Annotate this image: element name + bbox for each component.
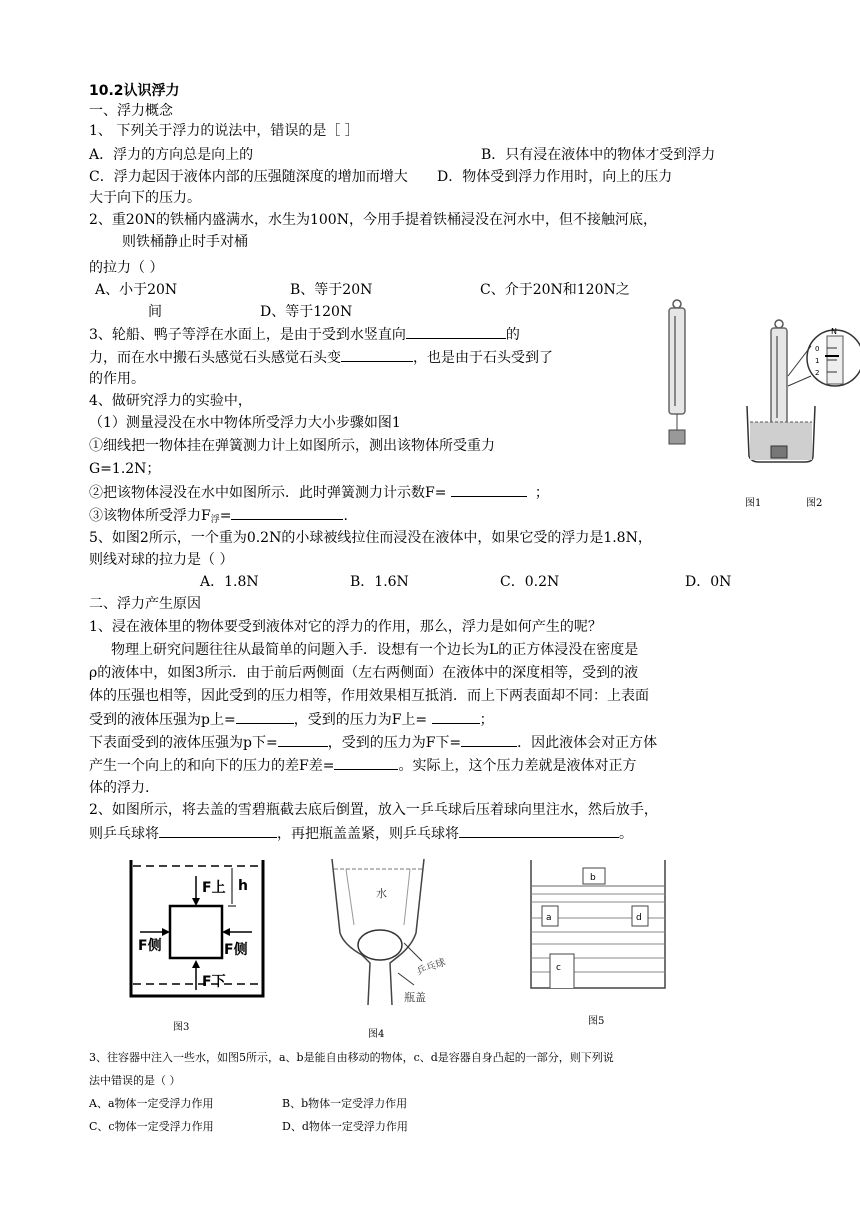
q2-option-c: C、介于20N和120N之 — [480, 282, 630, 298]
q5-option-b: B．1.6N — [350, 574, 409, 590]
fig3-fside-right-label: F侧 — [224, 942, 248, 958]
figure-5-container — [528, 858, 668, 992]
s2q2-line2: 则乒乓球将 ，再把瓶盖盖紧，则乒乓球将 。 — [89, 823, 633, 844]
q5-option-c: C．0.2N — [500, 574, 560, 590]
p-top-blank[interactable] — [236, 709, 294, 724]
f-top-blank[interactable] — [432, 709, 480, 724]
s2q2-line1: 2、如图所示，将去盖的雪碧瓶截去底后倒置，放入一乒乓球后压着球向里注水，然后放手， — [89, 802, 658, 818]
q4-blank-1[interactable] — [451, 482, 527, 497]
q1-stem: 1、 下列关于浮力的说法中，错误的是［ ］ — [89, 123, 359, 139]
s2q3-option-b: B、b物体一定受浮力作用 — [282, 1097, 408, 1110]
q1-option-d-cont: 大于向下的压力。 — [89, 190, 201, 206]
q3-line3: 的作用。 — [89, 371, 145, 387]
svg-text:1: 1 — [815, 357, 820, 365]
s2q1-line3: ρ的液体中，如图3所示．由于前后两侧面（左右两侧面）在液体中的深度相等，受到的液 — [89, 665, 639, 681]
s2q1-line1: 1、浸在液体里的物体要受到液体对它的浮力的作用，那么，浮力是如何产生的呢？ — [89, 619, 602, 635]
s2q1-line4: 体的压强也相等，因此受到的压力相等，作用效果相互抵消．而上下两表面却不同：上表面 — [89, 688, 649, 704]
fig4-water-label: 水 — [376, 887, 387, 900]
svg-text:2: 2 — [815, 369, 820, 377]
fig4-caption: 图4 — [368, 1029, 385, 1040]
f-diff-blank[interactable] — [334, 755, 398, 770]
s2q1-line8: 体的浮力. — [89, 780, 150, 796]
q1-option-c: C．浮力起因于液体内部的压强随深度的增加而增大 — [89, 169, 408, 185]
fig3-h-label: h — [238, 878, 248, 894]
q4-line4: G=1.2N； — [89, 461, 161, 477]
s2q3-option-c: C、c物体一定受浮力作用 — [89, 1120, 214, 1133]
q2-option-b: B、等于20N — [290, 282, 373, 298]
fig4-cap-label: 瓶盖 — [404, 991, 426, 1004]
fig3-caption: 图3 — [173, 1022, 190, 1033]
fig5-c-label: c — [556, 963, 561, 973]
s2q1-line6: 下表面受到的液体压强为p下= ，受到的压力为F下= ．因此液体会对正方体 — [89, 732, 657, 753]
s2q1-line5: 受到的液体压强为p上= ，受到的压力为F上= ； — [89, 709, 494, 730]
s2q2-blank-2[interactable] — [459, 823, 619, 838]
q5-option-d: D．0N — [685, 574, 732, 590]
s2q3-option-a: A、a物体一定受浮力作用 — [89, 1097, 214, 1110]
q5-line1: 5、如图2所示，一个重为0.2N的小球被线拉住而浸没在液体中，如果它受的浮力是1.8N， — [89, 530, 652, 546]
q3-blank-1[interactable] — [406, 324, 506, 339]
q4-line1: 4、做研究浮力的实验中， — [89, 393, 252, 409]
q1-option-b: B．只有浸在液体中的物体才受到浮力 — [481, 147, 716, 163]
svg-text:0: 0 — [815, 345, 820, 353]
q2-option-d: D、等于120N — [260, 304, 353, 320]
q5-line2: 则线对球的拉力是（ ） — [89, 552, 234, 568]
s2q1-line7: 产生一个向上的和向下的压力的差F差= 。实际上，这个压力差就是液体对正方 — [89, 755, 636, 776]
fig4-ball-label: 乒乓球 — [415, 957, 448, 978]
q1-option-a: A．浮力的方向总是向上的 — [89, 147, 254, 163]
q3-line1: 3、轮船、鸭子等浮在水面上，是由于受到水竖直向 的 — [89, 324, 520, 345]
q4-blank-2[interactable] — [231, 505, 343, 520]
s2q3-line2: 法中错误的是（ ） — [89, 1074, 181, 1087]
q2-line3: 的拉力（ ） — [89, 260, 164, 276]
p-bottom-blank[interactable] — [278, 732, 328, 747]
q4-line6: ③该物体所受浮力$F_浮=$ . — [89, 505, 348, 530]
s2q3-option-d: D、d物体一定受浮力作用 — [282, 1120, 408, 1133]
q4-line5: ②把该物体浸没在水中如图所示．此时弹簧测力计示数F= ； — [89, 482, 549, 503]
q5-option-a: A．1.8N — [200, 574, 259, 590]
figure-4-bottle — [318, 855, 450, 1007]
page-title: 10.2认识浮力 — [89, 83, 180, 99]
q4-line3: ①细线把一物体挂在弹簧测力计上如图所示，测出该物体所受重力 — [89, 438, 495, 454]
q2-line1: 2、重20N的铁桶内盛满水，水生为100N，今用手提着铁桶浸没在河水中，但不接触河底， — [89, 212, 657, 228]
q2-option-a: A、小于20N — [95, 282, 178, 298]
figure-3-cube-in-liquid — [128, 858, 266, 1000]
figure-1-2-spring-scales — [655, 296, 860, 468]
section-2-heading: 二、浮力产生原因 — [89, 596, 201, 612]
fig2-caption: 图2 — [806, 498, 823, 509]
fig3-fbottom-label: F下 — [202, 974, 226, 990]
s2q3-line1: 3、往容器中注入一些水，如图5所示，a、b是能自由移动的物体，c、d是容器自身凸起的一部分，则下列说 — [89, 1051, 614, 1064]
fig3-fside-left-label: F侧 — [138, 938, 162, 954]
fig5-caption: 图5 — [588, 1016, 605, 1027]
fig5-b-label: b — [590, 873, 596, 883]
fig1-caption: 图1 — [745, 498, 762, 509]
fig3-ftop-label: F上 — [202, 880, 226, 896]
q3-blank-2[interactable] — [341, 347, 413, 362]
q2-option-c-cont: 间 — [148, 304, 162, 320]
q2-line2: 则铁桶静止时手对桶 — [122, 234, 248, 250]
s2q1-line2: 物理上研究问题往往从最简单的问题入手．设想有一个边长为L的正方体浸没在密度是 — [111, 642, 639, 658]
s2q2-blank-1[interactable] — [159, 823, 277, 838]
q1-option-d: D．物体受到浮力作用时，向上的压力 — [437, 169, 673, 185]
q3-line2: 力，而在水中搬石头感觉石头感觉石头变 ，也是由于石头受到了 — [89, 347, 553, 368]
f-bottom-blank[interactable] — [461, 732, 517, 747]
section-1-heading: 一、浮力概念 — [89, 103, 173, 119]
fig5-d-label: d — [636, 913, 642, 923]
q4-line2: （1）测量浸没在水中物体所受浮力大小步骤如图1 — [89, 415, 401, 431]
svg-text:N: N — [831, 327, 837, 336]
fig5-a-label: a — [546, 913, 552, 923]
